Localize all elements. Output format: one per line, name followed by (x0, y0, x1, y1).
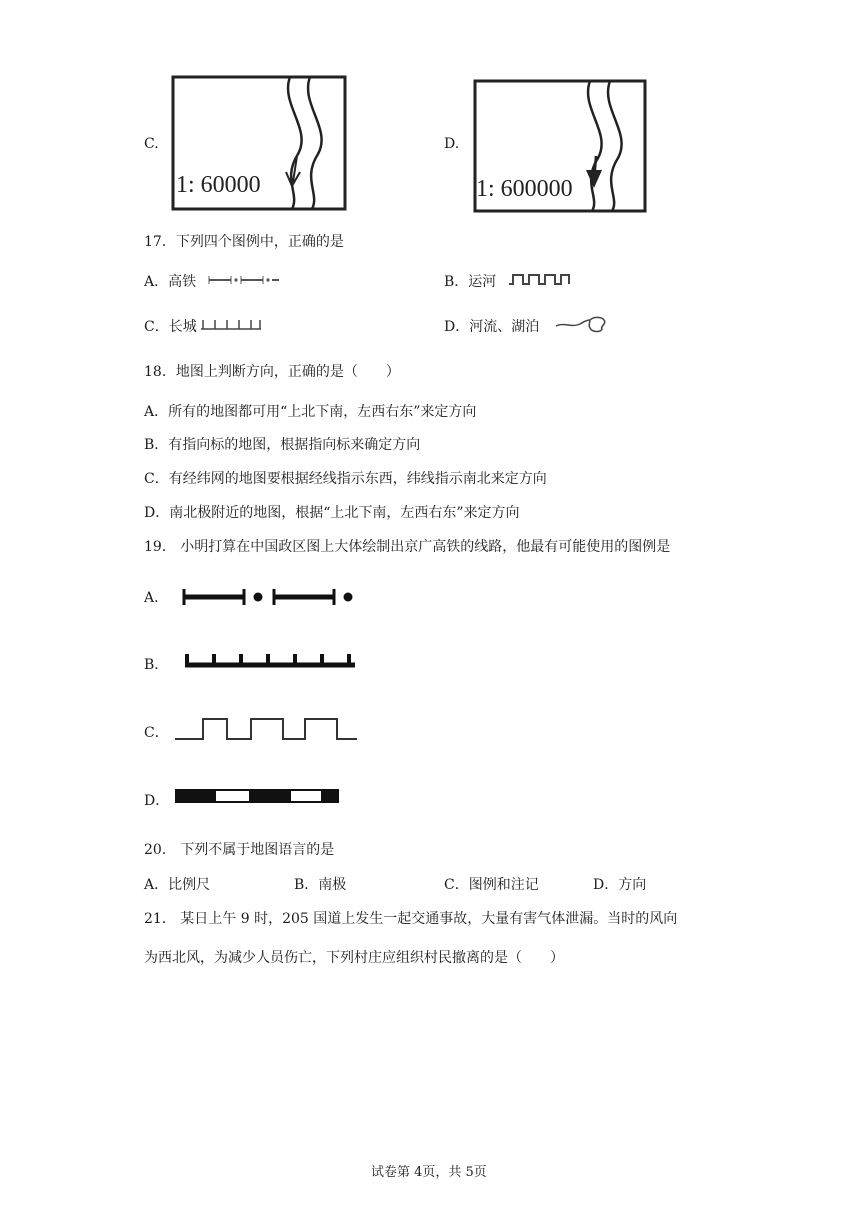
q17-option-c-legend (199, 316, 263, 332)
q18-option-c: C．有经纬网的地图要根据经线指示东西，纬线指示南北来定方向 (144, 471, 547, 487)
q16-option-d-scale: 1: 600000 (476, 176, 573, 202)
q17-option-a-legend (207, 274, 281, 286)
q20-option-c: C．图例和注记 (444, 877, 539, 893)
q20-option-b: B．南极 (294, 877, 347, 893)
q16-option-d-label: D. (444, 136, 460, 152)
q17-stem: 17．下列四个图例中，正确的是 (144, 234, 344, 250)
q19-option-c: C． (144, 725, 169, 741)
q16-option-c-map (170, 74, 350, 212)
q19-option-b-legend (183, 648, 357, 672)
q18-option-d: D．南北极附近的地图，根据“上北下南，左西右东”来定方向 (144, 505, 520, 521)
q21-stem-line1: 21． 某日上午 9 时，205 国道上发生一起交通事故，大量有害气体泄漏。当时的风向 (144, 911, 678, 927)
q19-stem: 19． 小明打算在中国政区图上大体绘制出京广高铁的线路，他最有可能使用的图例是 (144, 539, 671, 555)
q19-option-a-legend (180, 586, 356, 608)
q17-option-d: D．河流、湖泊 (444, 319, 540, 335)
q19-option-a: A． (144, 590, 169, 606)
q18-option-b: B．有指向标的地图，根据指向标来确定方向 (144, 437, 421, 453)
q17-option-c: C．长城 (144, 319, 197, 335)
q16-option-c-label: C. (144, 136, 159, 152)
q19-option-d-legend (175, 788, 339, 804)
q19-option-d: D． (144, 793, 170, 809)
q18-option-a: A．所有的地图都可用“上北下南，左西右东”来定方向 (144, 404, 477, 420)
page-footer: 试卷第 4页，共 5页 (371, 1165, 487, 1180)
q17-option-b-legend (507, 271, 573, 287)
q19-option-c-legend (173, 715, 359, 743)
q17-option-d-legend (554, 314, 610, 334)
q17-option-b: B．运河 (444, 274, 497, 290)
q18-stem: 18．地图上判断方向，正确的是（ ） (144, 364, 400, 380)
q17-option-a: A．高铁 (144, 274, 197, 290)
q20-option-d: D．方向 (593, 877, 647, 893)
q20-option-a: A．比例尺 (144, 877, 211, 893)
q21-stem-line2: 为西北风，为减少人员伤亡，下列村庄应组织村民撤离的是（ ） (144, 950, 564, 966)
q20-stem: 20． 下列不属于地图语言的是 (144, 842, 335, 858)
q16-option-d-map (472, 78, 650, 214)
q19-option-b: B． (144, 657, 169, 673)
q16-option-c-scale: 1: 60000 (176, 172, 261, 198)
